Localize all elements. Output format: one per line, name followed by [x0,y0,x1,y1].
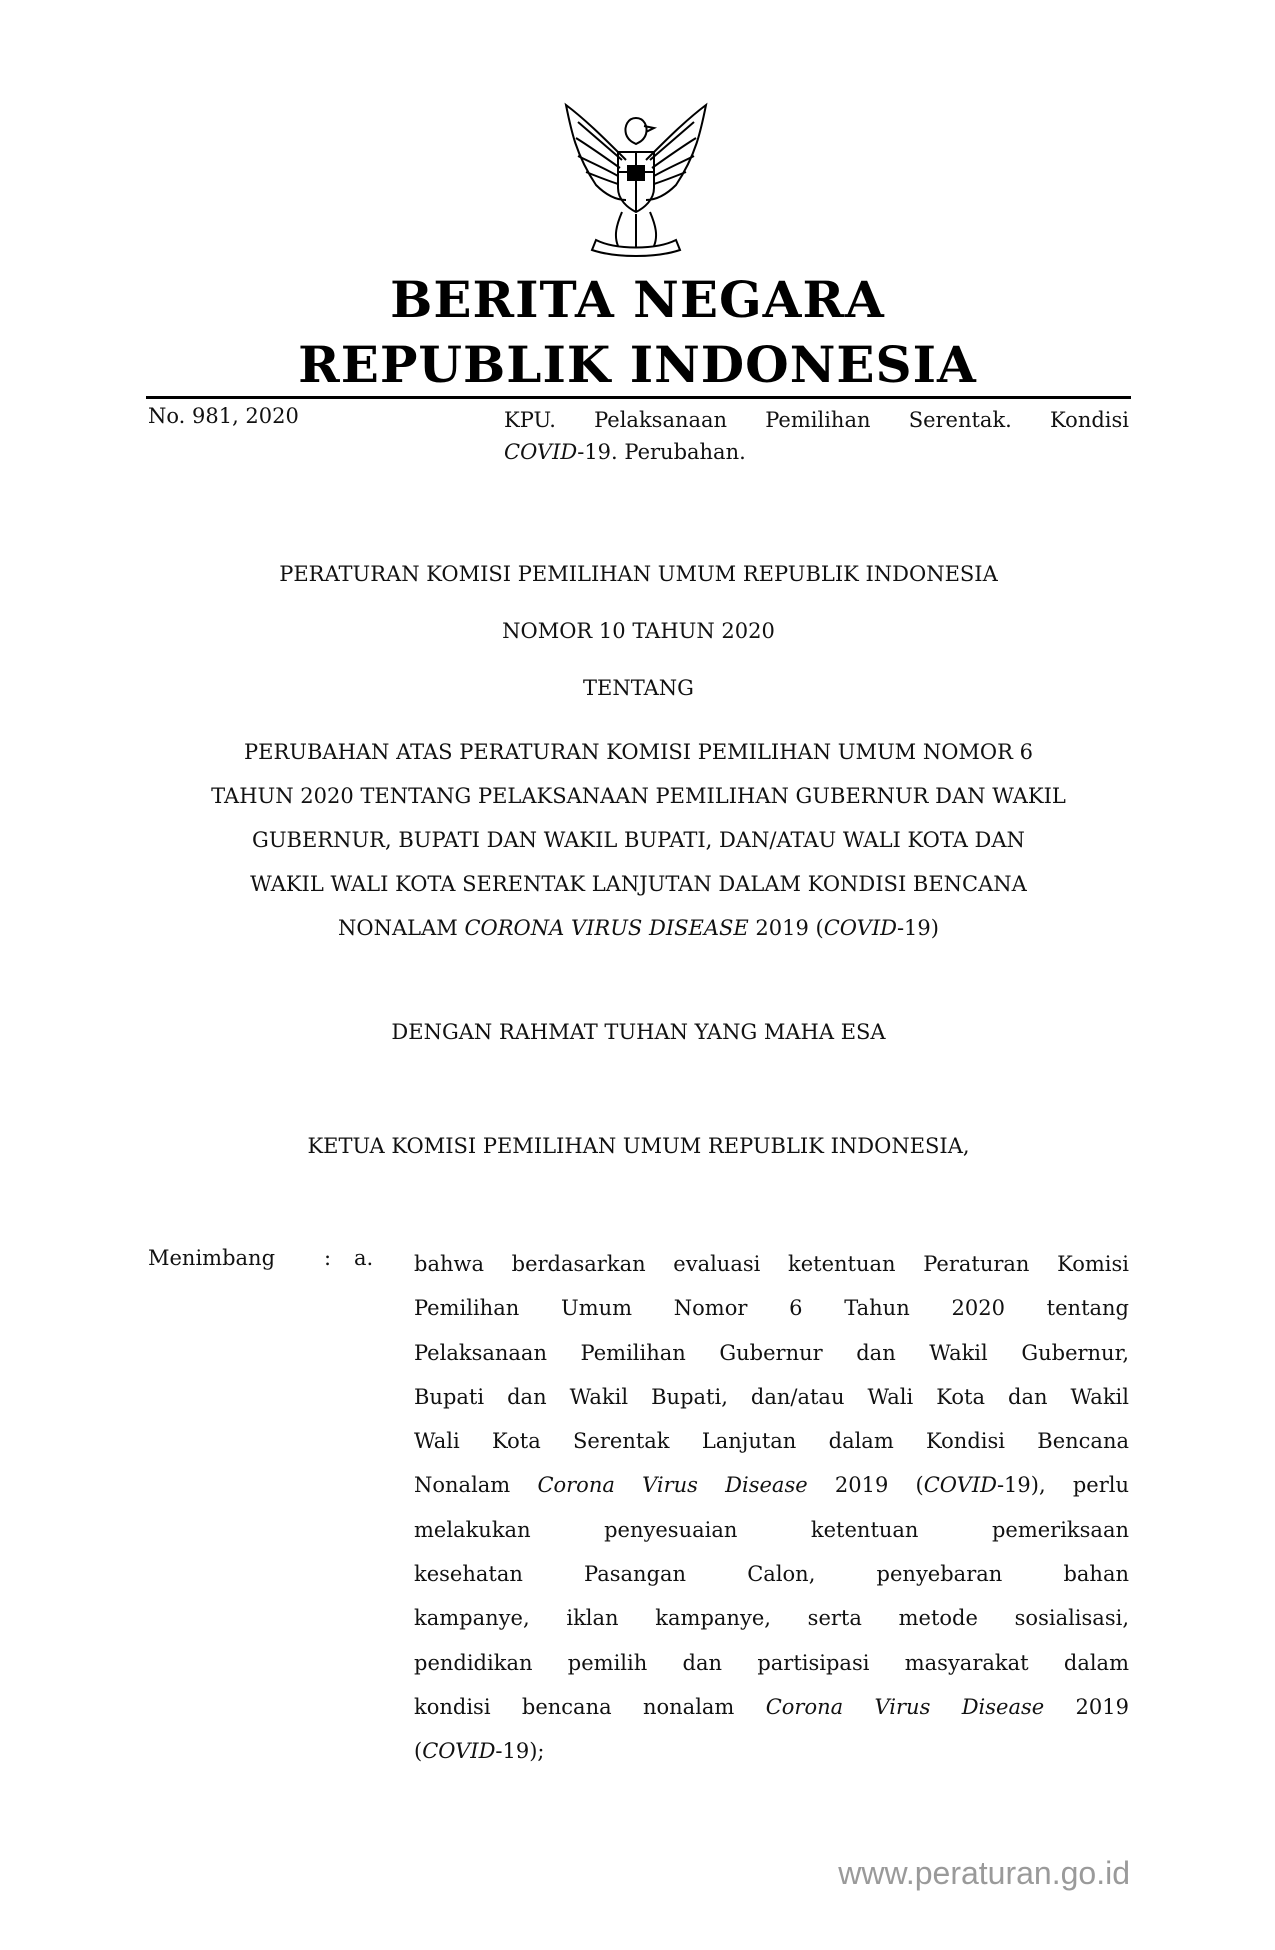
subject-line: WAKIL WALI KOTA SERENTAK LANJUTAN DALAM KONDISI BENCANA [250,872,1027,896]
text-run: -19), perlu [996,1473,1130,1498]
gazette-description [504,404,1129,468]
regulation-number: NOMOR 10 TAHUN 2020 [502,619,775,643]
paragraph-line: Wali Kota Serentak Lanjutan dalam Kondisi Bencana [414,1429,1129,1454]
gazette-description-line-2 [504,436,1129,468]
paragraph-line [414,1729,1129,1773]
text-run-italic: Corona Virus Disease [765,1694,1045,1719]
gazette-number: No. 981, 2020 [148,404,299,428]
text-run: kondisi bencana nonalam [414,1694,766,1719]
gazette-description-rest: -19. Perubahan. [577,440,746,464]
paragraph-line [414,1685,1129,1729]
text-run: Nonalam [414,1473,538,1498]
paragraph-line: kesehatan Pasangan Calon, penyebaran bahan [414,1562,1129,1587]
footer-url: www.peraturan.go.id [838,1855,1130,1891]
subject-prefix: NONALAM [338,916,465,940]
header-rule [146,396,1131,399]
covid-italic: COVID [504,440,578,464]
paragraph-line: pendidikan pemilih dan partisipasi masyarakat dalam [414,1650,1129,1675]
text-run: ( [414,1739,423,1764]
masthead-line-2: REPUBLIK INDONESIA [298,335,977,394]
text-run: -19); [495,1739,545,1764]
text-run-italic: Corona Virus Disease [537,1473,808,1498]
regulation-tentang: TENTANG [583,676,694,700]
paragraph-line: Bupati dan Wakil Bupati, dan/atau Wali Kota dan Wakil [414,1384,1129,1409]
paragraph-line: Pelaksanaan Pemilihan Gubernur dan Wakil Gubernur, [414,1340,1129,1365]
subject-line: PERUBAHAN ATAS PERATURAN KOMISI PEMILIHAN UMUM NOMOR 6 [244,740,1033,764]
menimbang-colon: : [324,1246,332,1270]
subject-line-last [146,906,1131,950]
garuda-emblem-icon [556,100,716,260]
subject-suffix: -19) [896,916,939,940]
menimbang-item-text [414,1242,1129,1774]
paragraph-line: melakukan penyesuaian ketentuan pemeriksaan [414,1517,1129,1542]
rahmat-line: DENGAN RAHMAT TUHAN YANG MAHA ESA [391,1020,886,1044]
ketua-line: KETUA KOMISI PEMILIHAN UMUM REPUBLIK INDONESIA, [307,1134,970,1158]
text-run: 2019 [1044,1694,1130,1719]
paragraph-line [414,1463,1129,1507]
regulation-title: PERATURAN KOMISI PEMILIHAN UMUM REPUBLIK INDONESIA [279,562,998,586]
subject-italic-disease: CORONA VIRUS DISEASE [464,916,749,940]
paragraph-line: kampanye, iklan kampanye, serta metode sosialisasi, [414,1606,1129,1631]
text-run-italic: COVID [422,1739,496,1764]
text-run-italic: COVID [923,1473,997,1498]
subject-line: TAHUN 2020 TENTANG PELAKSANAAN PEMILIHAN GUBERNUR DAN WAKIL [211,784,1066,808]
menimbang-label: Menimbang [148,1246,276,1270]
regulation-subject [146,730,1131,950]
subject-line: GUBERNUR, BUPATI DAN WAKIL BUPATI, DAN/ATAU WALI KOTA DAN [252,828,1025,852]
gazette-description-line-1: KPU. Pelaksanaan Pemilihan Serentak. Kondisi [504,408,1129,432]
paragraph-line: Pemilihan Umum Nomor 6 Tahun 2020 tentang [414,1296,1129,1321]
subject-italic-covid: COVID [823,916,897,940]
masthead-line-1: BERITA NEGARA [390,270,885,329]
paragraph-line: bahwa berdasarkan evaluasi ketentuan Peraturan Komisi [414,1252,1129,1276]
subject-mid: 2019 ( [748,916,824,940]
menimbang-item-letter: a. [354,1246,374,1270]
text-run: 2019 ( [807,1473,924,1498]
